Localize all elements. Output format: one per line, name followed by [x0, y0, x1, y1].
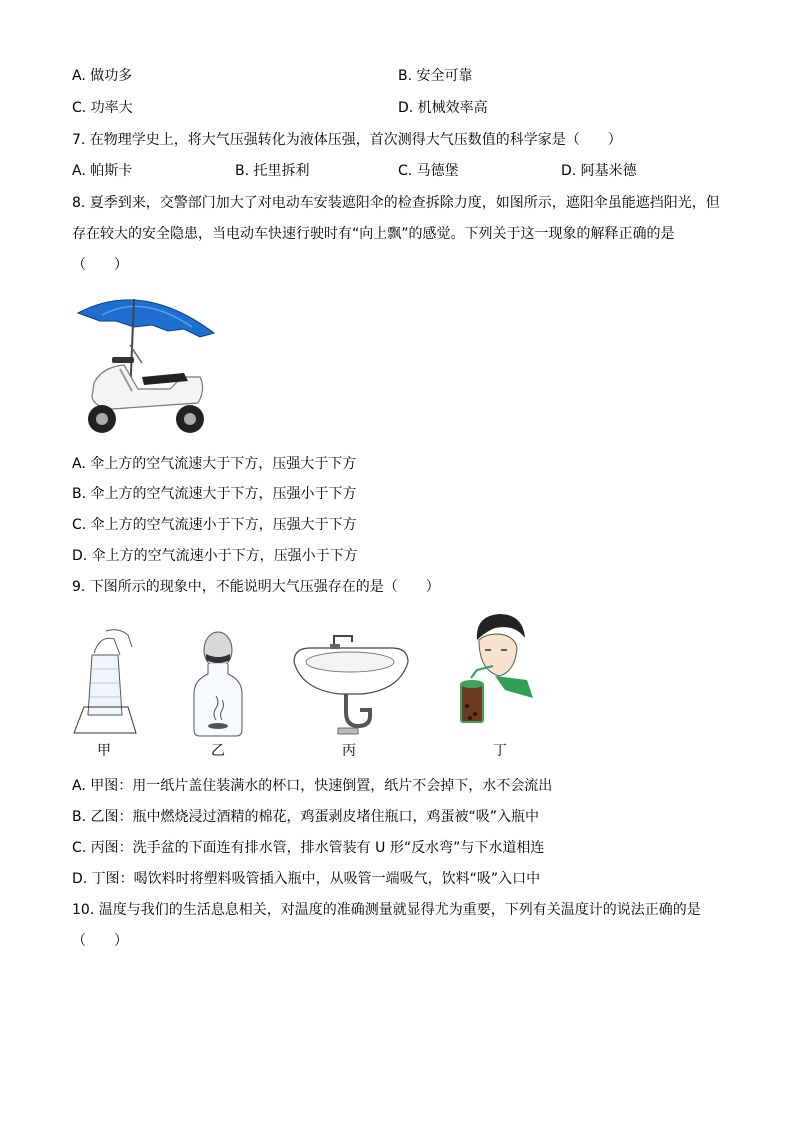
scooter-umbrella-figure — [72, 285, 220, 440]
q10-stem-line-1: 10. 温度与我们的生活息息相关，对温度的准确测量就显得尤为重要，下列有关温度计的说法正确的是 — [72, 902, 701, 918]
cup-paper-figure — [70, 625, 140, 740]
q8-option-b: B. 伞上方的空气流速大于下方，压强小于下方 — [72, 486, 357, 502]
boy-straw-figure — [455, 610, 539, 738]
q9-option-a: A. 甲图：用一纸片盖住装满水的杯口，快速倒置，纸片不会掉下，水不会流出 — [72, 778, 553, 794]
sink-trap-figure — [290, 632, 412, 740]
q8-option-d: D. 伞上方的空气流速小于下方，压强小于下方 — [72, 548, 358, 564]
q9-option-c: C. 丙图：洗手盆的下面连有排水管，排水管装有 U 形“反水弯”与下水道相连 — [72, 840, 545, 856]
q6-option-d: D. 机械效率高 — [398, 100, 488, 116]
q10-stem-line-2: （ ） — [72, 933, 128, 949]
caption-ding: 丁 — [493, 743, 507, 759]
q9-option-b: B. 乙图：瓶中燃烧浸过酒精的棉花，鸡蛋剥皮堵住瓶口，鸡蛋被“吸”入瓶中 — [72, 809, 540, 825]
q8-stem-line-3: （ ） — [72, 257, 128, 273]
caption-yi: 乙 — [211, 743, 225, 759]
q8-option-c: C. 伞上方的空气流速小于下方，压强大于下方 — [72, 517, 357, 533]
egg-bottle-figure — [190, 630, 246, 740]
q8-option-a: A. 伞上方的空气流速大于下方，压强大于下方 — [72, 456, 357, 472]
q7-stem: 7. 在物理学史上，将大气压强转化为液体压强，首次测得大气压数值的科学家是（ ） — [72, 132, 622, 148]
q9-stem: 9. 下图所示的现象中，不能说明大气压强存在的是（ ） — [72, 579, 440, 595]
caption-bing: 丙 — [342, 743, 356, 759]
q6-option-c: C. 功率大 — [72, 100, 133, 116]
q7-option-c: C. 马德堡 — [398, 163, 459, 179]
q7-option-d: D. 阿基米德 — [561, 163, 637, 179]
q7-option-b: B. 托里拆利 — [235, 163, 310, 179]
q6-option-a: A. 做功多 — [72, 68, 133, 84]
caption-jia: 甲 — [97, 743, 111, 759]
q8-stem-line-2: 存在较大的安全隐患，当电动车快速行驶时有“向上飘”的感觉。下列关于这一现象的解释正确的是 — [72, 226, 675, 242]
q6-option-b: B. 安全可靠 — [398, 68, 473, 84]
q7-option-a: A. 帕斯卡 — [72, 163, 133, 179]
q9-option-d: D. 丁图：喝饮料时将塑料吸管插入瓶中，从吸管一端吸气，饮料“吸”入口中 — [72, 871, 541, 887]
q8-stem-line-1: 8. 夏季到来，交警部门加大了对电动车安装遮阳伞的检查拆除力度，如图所示，遮阳伞虽能遮挡阳光，但 — [72, 195, 720, 211]
